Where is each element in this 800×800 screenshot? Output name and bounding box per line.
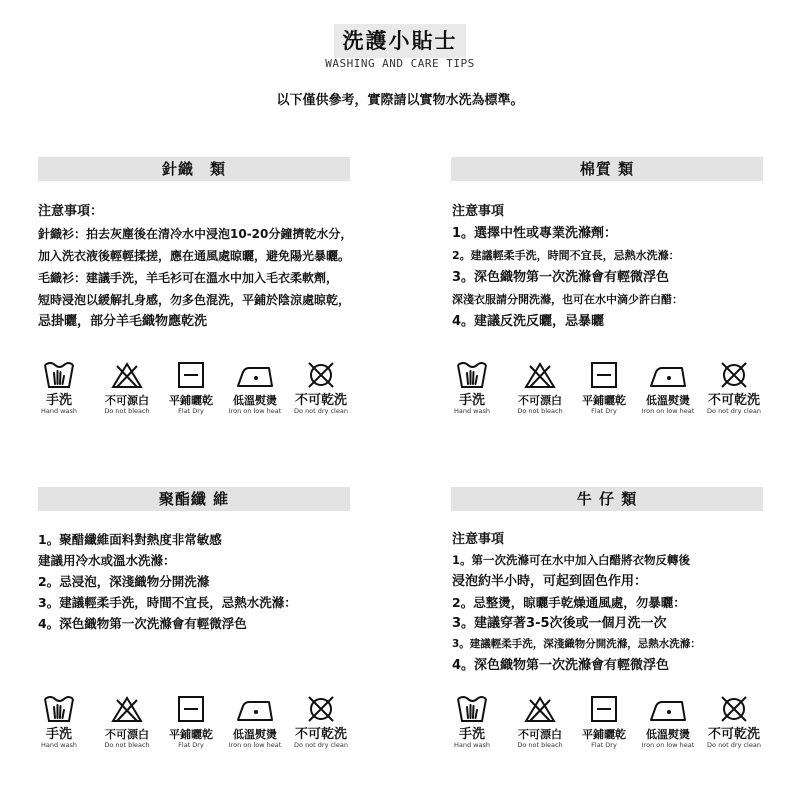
care-symbol-label: 平鋪曬乾 xyxy=(169,394,213,407)
section-header-denim: 牛 仔 類 xyxy=(451,487,763,511)
care-symbol xyxy=(505,360,575,415)
care-symbol-label: 不可乾洗 xyxy=(707,727,760,742)
care-symbol-label: 不可源白 xyxy=(105,394,149,407)
intro-text: 以下僅供參考，實際請以實物水洗為標準。 xyxy=(276,93,524,108)
note-line: 注意事項 xyxy=(452,204,505,219)
care-symbol-label: 不可漂白 xyxy=(105,728,149,741)
iron-low-icon xyxy=(633,360,703,390)
no-dry-clean-icon xyxy=(699,694,769,724)
care-icons-polyester xyxy=(24,694,364,758)
note-line: 忌掛曬，部分羊毛織物應乾洗 xyxy=(38,314,208,329)
hand-wash-icon xyxy=(24,360,94,390)
note-line: 4。深色織物第一次洗滌會有輕微浮色 xyxy=(452,658,670,673)
care-symbol xyxy=(437,694,507,749)
care-symbol-english-label: Flat Dry xyxy=(591,407,617,415)
care-symbol xyxy=(699,360,769,415)
care-symbol xyxy=(569,360,639,415)
care-symbol xyxy=(505,694,575,749)
care-symbol-label: 手洗 xyxy=(458,393,485,408)
care-symbol-english-label: Flat Dry xyxy=(591,741,617,749)
note-line: 2。忌浸泡，深淺織物分開洗滌 xyxy=(38,574,210,589)
no-bleach-icon xyxy=(505,694,575,724)
note-line: 建議用冷水或溫水洗滌： xyxy=(38,553,176,568)
iron-low-icon xyxy=(220,694,290,724)
flat-dry-icon xyxy=(569,360,639,390)
care-symbol-english-label: Flat Dry xyxy=(178,407,204,415)
note-line: 3。建議輕柔手洗，深淺織物分開洗滌，忌熱水洗滌： xyxy=(452,638,701,650)
care-notes-cotton xyxy=(452,201,683,333)
note-line: 浸泡約半小時，可起到固色作用： xyxy=(452,574,648,589)
care-symbol-english-label: Do not dry clean xyxy=(707,407,761,415)
no-dry-clean-icon xyxy=(286,360,356,390)
care-symbol xyxy=(24,360,94,415)
care-symbol xyxy=(699,694,769,749)
care-symbol-label: 平鋪曬乾 xyxy=(582,728,626,741)
no-bleach-icon xyxy=(92,694,162,724)
care-symbol xyxy=(24,694,94,749)
note-line: 加入洗衣液後輕輕揉搓，應在通風處晾曬，避免陽光暴曬。 xyxy=(38,249,351,263)
page-title: 洗護小貼士 xyxy=(334,24,466,58)
note-line: 3。建議輕柔手洗，時間不宜長，忌熱水洗滌： xyxy=(38,595,297,610)
care-symbol-label: 低溫熨燙 xyxy=(646,728,690,741)
care-symbol xyxy=(569,694,639,749)
no-bleach-icon xyxy=(505,360,575,390)
iron-low-icon xyxy=(633,694,703,724)
section-header-knitwear: 針織 類 xyxy=(38,157,350,181)
care-symbol-english-label: Hand wash xyxy=(41,741,77,749)
care-symbol xyxy=(286,694,356,749)
section-header-cotton: 棉質 類 xyxy=(451,157,763,181)
care-symbol-label: 手洗 xyxy=(45,393,72,408)
care-symbol xyxy=(220,360,290,415)
note-line: 深淺衣服請分開洗滌，也可在水中滴少許白醋： xyxy=(452,293,683,306)
care-symbol-english-label: Do not bleach xyxy=(104,741,150,749)
hand-wash-icon xyxy=(437,694,507,724)
care-symbol xyxy=(92,360,162,415)
no-bleach-icon xyxy=(92,360,162,390)
care-notes-knitwear xyxy=(38,201,352,333)
note-line: 短時浸泡以緩解扎身感，勿多色混洗，平鋪於陰涼處晾乾， xyxy=(38,293,351,307)
flat-dry-icon xyxy=(156,360,226,390)
care-symbol-label: 平鋪曬乾 xyxy=(582,394,626,407)
care-symbol-label: 不可漂白 xyxy=(518,394,562,407)
page-subtitle: WASHING AND CARE TIPS xyxy=(325,57,475,70)
note-line: 4。建議反洗反曬，忌暴曬 xyxy=(452,314,605,329)
note-line: 2。忌整燙，晾曬手乾燥通風處，勿暴曬： xyxy=(452,595,686,610)
care-symbol-label: 不可漂白 xyxy=(518,728,562,741)
care-symbol-english-label: Hand wash xyxy=(454,741,490,749)
care-symbol-label: 手洗 xyxy=(458,727,485,742)
care-symbol-label: 低溫熨燙 xyxy=(646,394,690,407)
note-line: 2。建議輕柔手洗，時間不宜長，忌熱水洗滌： xyxy=(452,249,680,262)
care-symbol-label: 不可乾洗 xyxy=(707,393,760,408)
care-symbol xyxy=(156,694,226,749)
care-symbol xyxy=(437,360,507,415)
care-symbol-english-label: Iron on low heat xyxy=(641,407,695,415)
care-symbol-english-label: Do not dry clean xyxy=(294,407,348,415)
care-symbol-english-label: Iron on low heat xyxy=(228,407,282,415)
note-line: 注意事項 xyxy=(452,532,505,547)
note-line: 針織衫：拍去灰塵後在清冷水中浸泡10-20分鐘擠乾水分， xyxy=(38,227,353,241)
care-symbol xyxy=(286,360,356,415)
care-symbol xyxy=(92,694,162,749)
flat-dry-icon xyxy=(156,694,226,724)
hand-wash-icon xyxy=(437,360,507,390)
care-icons-cotton xyxy=(437,360,777,424)
care-symbol-label: 手洗 xyxy=(45,727,72,742)
care-symbol-english-label: Hand wash xyxy=(454,407,490,415)
note-line: 1。選擇中性或專業洗滌劑： xyxy=(452,226,618,241)
note-line: 1。聚醋纖維面料對熱度非常敏感 xyxy=(38,532,222,547)
care-symbol xyxy=(156,360,226,415)
care-symbol-english-label: Hand wash xyxy=(41,407,77,415)
care-symbol xyxy=(633,694,703,749)
care-symbol-label: 低溫熨燙 xyxy=(233,394,277,407)
care-symbol-label: 平鋪曬乾 xyxy=(169,728,213,741)
hand-wash-icon xyxy=(24,694,94,724)
no-dry-clean-icon xyxy=(286,694,356,724)
note-line: 毛織衫：建議手洗，羊毛衫可在溫水中加入毛衣柔軟劑， xyxy=(38,271,339,285)
iron-low-icon xyxy=(220,360,290,390)
note-line: 3。深色織物第一次洗滌會有輕微浮色 xyxy=(452,270,670,285)
care-symbol-english-label: Do not dry clean xyxy=(294,741,348,749)
care-icons-knitwear xyxy=(24,360,364,424)
flat-dry-icon xyxy=(569,694,639,724)
care-symbol-label: 不可乾洗 xyxy=(294,393,347,408)
care-symbol-english-label: Flat Dry xyxy=(178,741,204,749)
care-notes-denim xyxy=(452,529,701,676)
note-line: 3。建議穿著3-5次後或一個月洗一次 xyxy=(452,616,667,631)
care-symbol-english-label: Do not bleach xyxy=(517,741,563,749)
care-symbol-label: 不可乾洗 xyxy=(294,727,347,742)
care-symbol xyxy=(633,360,703,415)
care-icons-denim xyxy=(437,694,777,758)
section-header-polyester: 聚酯纖 維 xyxy=(38,487,350,511)
care-symbol-english-label: Do not bleach xyxy=(104,407,150,415)
care-symbol-label: 低溫熨燙 xyxy=(233,728,277,741)
care-symbol-english-label: Iron on low heat xyxy=(228,741,282,749)
care-symbol-english-label: Iron on low heat xyxy=(641,741,695,749)
care-symbol-english-label: Do not dry clean xyxy=(707,741,761,749)
note-line: 4。深色織物第一次洗滌會有輕微浮色 xyxy=(38,616,247,631)
care-symbol-english-label: Do not bleach xyxy=(517,407,563,415)
care-symbol xyxy=(220,694,290,749)
no-dry-clean-icon xyxy=(699,360,769,390)
care-notes-polyester xyxy=(38,529,297,634)
note-line: 1。第一次洗滌可在水中加入白醋將衣物反轉後 xyxy=(452,553,690,567)
note-line: 注意事項： xyxy=(38,204,104,219)
